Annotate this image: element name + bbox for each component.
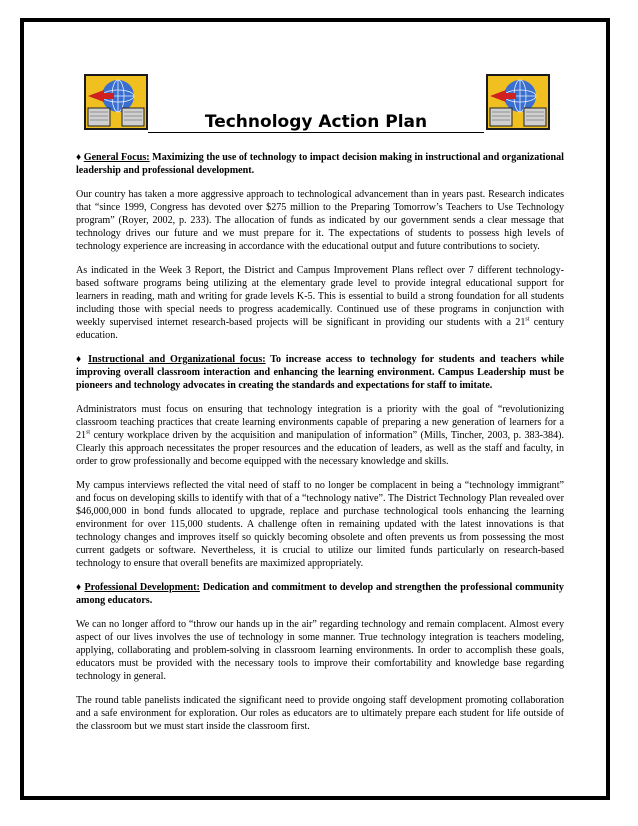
bullet-icon: ♦: [76, 582, 82, 593]
section-label: Professional Development:: [84, 582, 200, 593]
technology-globe-logo-left: [84, 74, 148, 130]
bullet-icon: ♦: [76, 152, 82, 163]
body-paragraph: As indicated in the Week 3 Report, the District and Campus Improvement Plans reflect over 7 different technology-based software programs being utilizing at the elementary grade level to provide integral educational support for learners in reading, math and writing for grade levels K-5. This is essential to build a strong foundation for all students including those with special needs to progress academically. Continued use of these programs in conjunction with weekly supervised internet research-based projects will be significant in providing our students with a 21st century education.: [76, 265, 564, 341]
body-paragraph: My campus interviews reflected the vital need of staff to no longer be complacent in being a “technology immigrant” and focus on developing skills to identify with that of a “technology native”. The District Technology Plan revealed over $46,000,000 in bond funds allocated to upgrade, replace and purchase technological tools enhancing the learning environment for over 115,000 students. A challenge often in remaining updated with the latest innovations is that technology changes and improves itself so quickly becoming obsolete and often prevents us from possessing the most current gadgets or software. Nevertheless, it is crucial to utilize our limited funds particularly on research-based technology to ensure that overall benefits are maximized appropriately.: [76, 480, 564, 569]
section-heading-general-focus: [76, 151, 564, 177]
section-focus-text: To increase access to technology for students and teachers while improving overall classroom interaction and enhancing the learning environment. Campus Leadership must be pioneers and technology advocates in creating the standards and expectations for staff to imitate.: [76, 354, 565, 391]
body-paragraph: The round table panelists indicated the significant need to provide ongoing staff development promoting collaboration and a safe environment for exploration. Our roles as educators are to ultimately prepare each student for life outside of the classroom but we must start inside the classroom first.: [76, 695, 564, 732]
body-paragraph: We can no longer afford to “throw our hands up in the air” regarding technology and remain complacent. Almost every aspect of our lives involves the use of technology in some manner. True technology integration is teachers modeling, applying, collaborating and problem-solving in classroom learning environments. In order to accomplish these goals, educators must be provided with the necessary tools to improve their comfortability and knowledge base regarding technology in general.: [76, 619, 564, 682]
document-title: Technology Action Plan: [148, 112, 484, 133]
bullet-icon: ♦: [76, 354, 84, 365]
section-focus-text: Maximizing the use of technology to impact decision making in instructional and organizational leadership and professional development.: [76, 152, 564, 176]
section-focus-text: Dedication and commitment to develop and strengthen the professional community among educators.: [76, 582, 564, 606]
technology-globe-logo-right: [486, 74, 550, 130]
section-heading-instructional-focus: [76, 353, 564, 392]
body-paragraph: Administrators must focus on ensuring that technology integration is a priority with the goal of “revolutionizing classroom teaching practices that create learning environments capable of preparing a new generation of learners for a 21st century workplace driven by the acquisition and manipulation of information” (Mills, Tincher, 2003, p. 383-384). Clearly this approach necessitates the proper resources and the education of leaders, as well as the staff and faculty, in order to grow professionally and become equipped with the necessary knowledge and skills.: [76, 404, 564, 467]
section-label: Instructional and Organizational focus:: [88, 354, 266, 365]
body-paragraph: Our country has taken a more aggressive approach to technological advancement than in years past. Research indicates that “since 1999, Congress has devoted over $275 million to the Preparing Tomorrow’s Teachers to Use Technology program” (Royer, 2002, p. 233). The allocation of funds as indicated by our government sends a clear message that technology drives our future and we must prepare for it. The expectations of students to possess high levels of technology experience are increasing in accordance with the educational output and future contributions to society.: [76, 189, 564, 252]
document-body: [76, 151, 564, 744]
section-heading-professional-development: [76, 581, 564, 607]
section-label: General Focus:: [83, 152, 150, 163]
